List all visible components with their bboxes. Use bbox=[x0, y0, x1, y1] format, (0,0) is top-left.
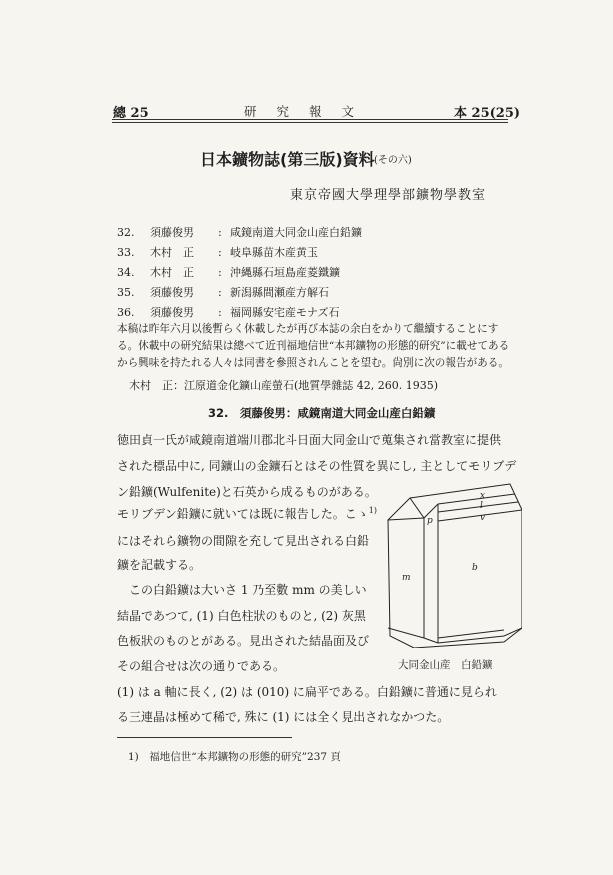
footnote-rule bbox=[117, 737, 292, 738]
intro-line: る。休載中の研究結果は總べて近刊福地信世“本邦鑛物の形態的研究”に載せてある bbox=[117, 340, 510, 352]
face-label-v: v bbox=[480, 513, 486, 523]
header-rule-top bbox=[112, 119, 508, 120]
crystal-edge bbox=[388, 628, 424, 638]
toc-item bbox=[117, 284, 329, 300]
header-volume-left: 總 25 bbox=[113, 106, 149, 121]
body-line: (1) は a 軸に長く, (2) は (010) に扁平である。白鉛鑛に普通に見られ bbox=[117, 685, 497, 699]
face-label-b: b bbox=[472, 563, 478, 573]
body-line bbox=[117, 505, 377, 522]
toc-item bbox=[117, 244, 318, 260]
toc-topic: 咸鏡南道大同金山産白鉛鑛 bbox=[230, 226, 362, 239]
face-label-x: x bbox=[480, 491, 486, 501]
body-line: 鑛を記載する。 bbox=[117, 558, 202, 572]
body-line: された標品中に, 同鑛山の金鑛石とはその性質を異にし, 主としてモリブデ bbox=[117, 459, 517, 473]
toc-num: 33. bbox=[117, 246, 135, 259]
intro-line: から興味を持たれる人々は同書を參照されんことを望む。尙別に次の報告がある。 bbox=[117, 357, 509, 369]
body-line: 結晶であつて, (1) 白色柱狀のものと, (2) 灰黑 bbox=[117, 609, 366, 623]
crystal-outline bbox=[388, 484, 522, 648]
crystal-edge bbox=[388, 518, 424, 520]
crystal-edge bbox=[438, 494, 515, 504]
toc-colon: : bbox=[218, 266, 222, 279]
toc-author: 須藤俊男 bbox=[150, 226, 194, 239]
toc-num: 35. bbox=[117, 286, 135, 299]
face-label-p: p bbox=[427, 516, 433, 526]
toc-topic: 沖縄縣石垣島産菱鐵鑛 bbox=[230, 266, 340, 279]
toc-colon: : bbox=[218, 246, 222, 259]
article-part: (その六) bbox=[374, 155, 412, 166]
toc-item bbox=[117, 264, 340, 280]
toc-colon: : bbox=[218, 226, 222, 239]
body-line: にはそれら鑛物の間隙を充して見出される白鉛 bbox=[117, 534, 370, 548]
toc-topic: 新潟縣間瀬産方解石 bbox=[230, 286, 329, 299]
toc-colon: : bbox=[218, 286, 222, 299]
body-line: る三連晶は極めて稀で, 殊に (1) には全く見出されなかつた。 bbox=[117, 710, 450, 724]
body-line: 色板狀のものとがある。見出された結晶面及び bbox=[117, 634, 370, 648]
section-heading: 32. 須藤俊男：咸鏡南道大同金山産白鉛鑛 bbox=[208, 406, 436, 420]
crystal-edge bbox=[424, 638, 438, 643]
header-volume-right: 本 25(25) bbox=[454, 106, 521, 121]
crystal-edge bbox=[438, 502, 518, 512]
crystal-figure bbox=[382, 478, 522, 648]
face-label-m: m bbox=[402, 573, 411, 583]
toc-topic: 福岡縣安宅産モナズ石 bbox=[230, 306, 340, 319]
toc-item bbox=[117, 304, 340, 320]
footnote: 1) 福地信世“本邦鑛物の形態的研究”237 頁 bbox=[128, 751, 341, 763]
toc-topic: 岐阜縣苗木産黄玉 bbox=[230, 246, 318, 259]
toc-num: 32. bbox=[117, 226, 135, 239]
toc-author: 須藤俊男 bbox=[150, 286, 194, 299]
figure-caption: 大同金山産 白鉛鑛 bbox=[398, 659, 493, 671]
face-label-l: l bbox=[480, 501, 483, 511]
institution: 東京帝國大學理學部鑛物學教室 bbox=[290, 188, 487, 203]
footnote-ref: 1) bbox=[368, 506, 377, 515]
article-title: 日本鑛物誌(第三版)資料 bbox=[200, 150, 375, 169]
header-rule-bottom bbox=[112, 122, 508, 123]
toc-num: 36. bbox=[117, 306, 135, 319]
body-line: その組合せは次の通りである。 bbox=[117, 659, 286, 673]
extra-report: 木村 正：江原道金化鑛山産螢石(地質學雜誌 42, 260. 1935) bbox=[129, 379, 439, 392]
crystal-edge bbox=[410, 498, 424, 518]
body-line-text: モリブデン鉛鑛に就いては既に報告した。こゝ bbox=[117, 507, 369, 521]
header-section: 研究報文 bbox=[244, 104, 375, 119]
body-line: ン鉛鑛(Wulfenite)と石英から成るものがある。 bbox=[117, 485, 377, 499]
body-line: この白鉛鑛は大いさ 1 乃至數 mm の美しい bbox=[129, 583, 367, 597]
toc-author: 木村 正 bbox=[150, 246, 194, 259]
intro-line: 本稿は昨年六月以後暫らく休載したが再び本誌の余白をかりて繼續することにす bbox=[117, 323, 499, 335]
toc-author: 須藤俊男 bbox=[150, 306, 194, 319]
toc-colon: : bbox=[218, 306, 222, 319]
body-line: 徳田貞一氏が咸鏡南道端川郡北斗日面大同金山で蒐集され當教室に提供 bbox=[117, 433, 502, 447]
toc-num: 34. bbox=[117, 266, 135, 279]
toc-item bbox=[117, 224, 362, 240]
toc-author: 木村 正 bbox=[150, 266, 194, 279]
